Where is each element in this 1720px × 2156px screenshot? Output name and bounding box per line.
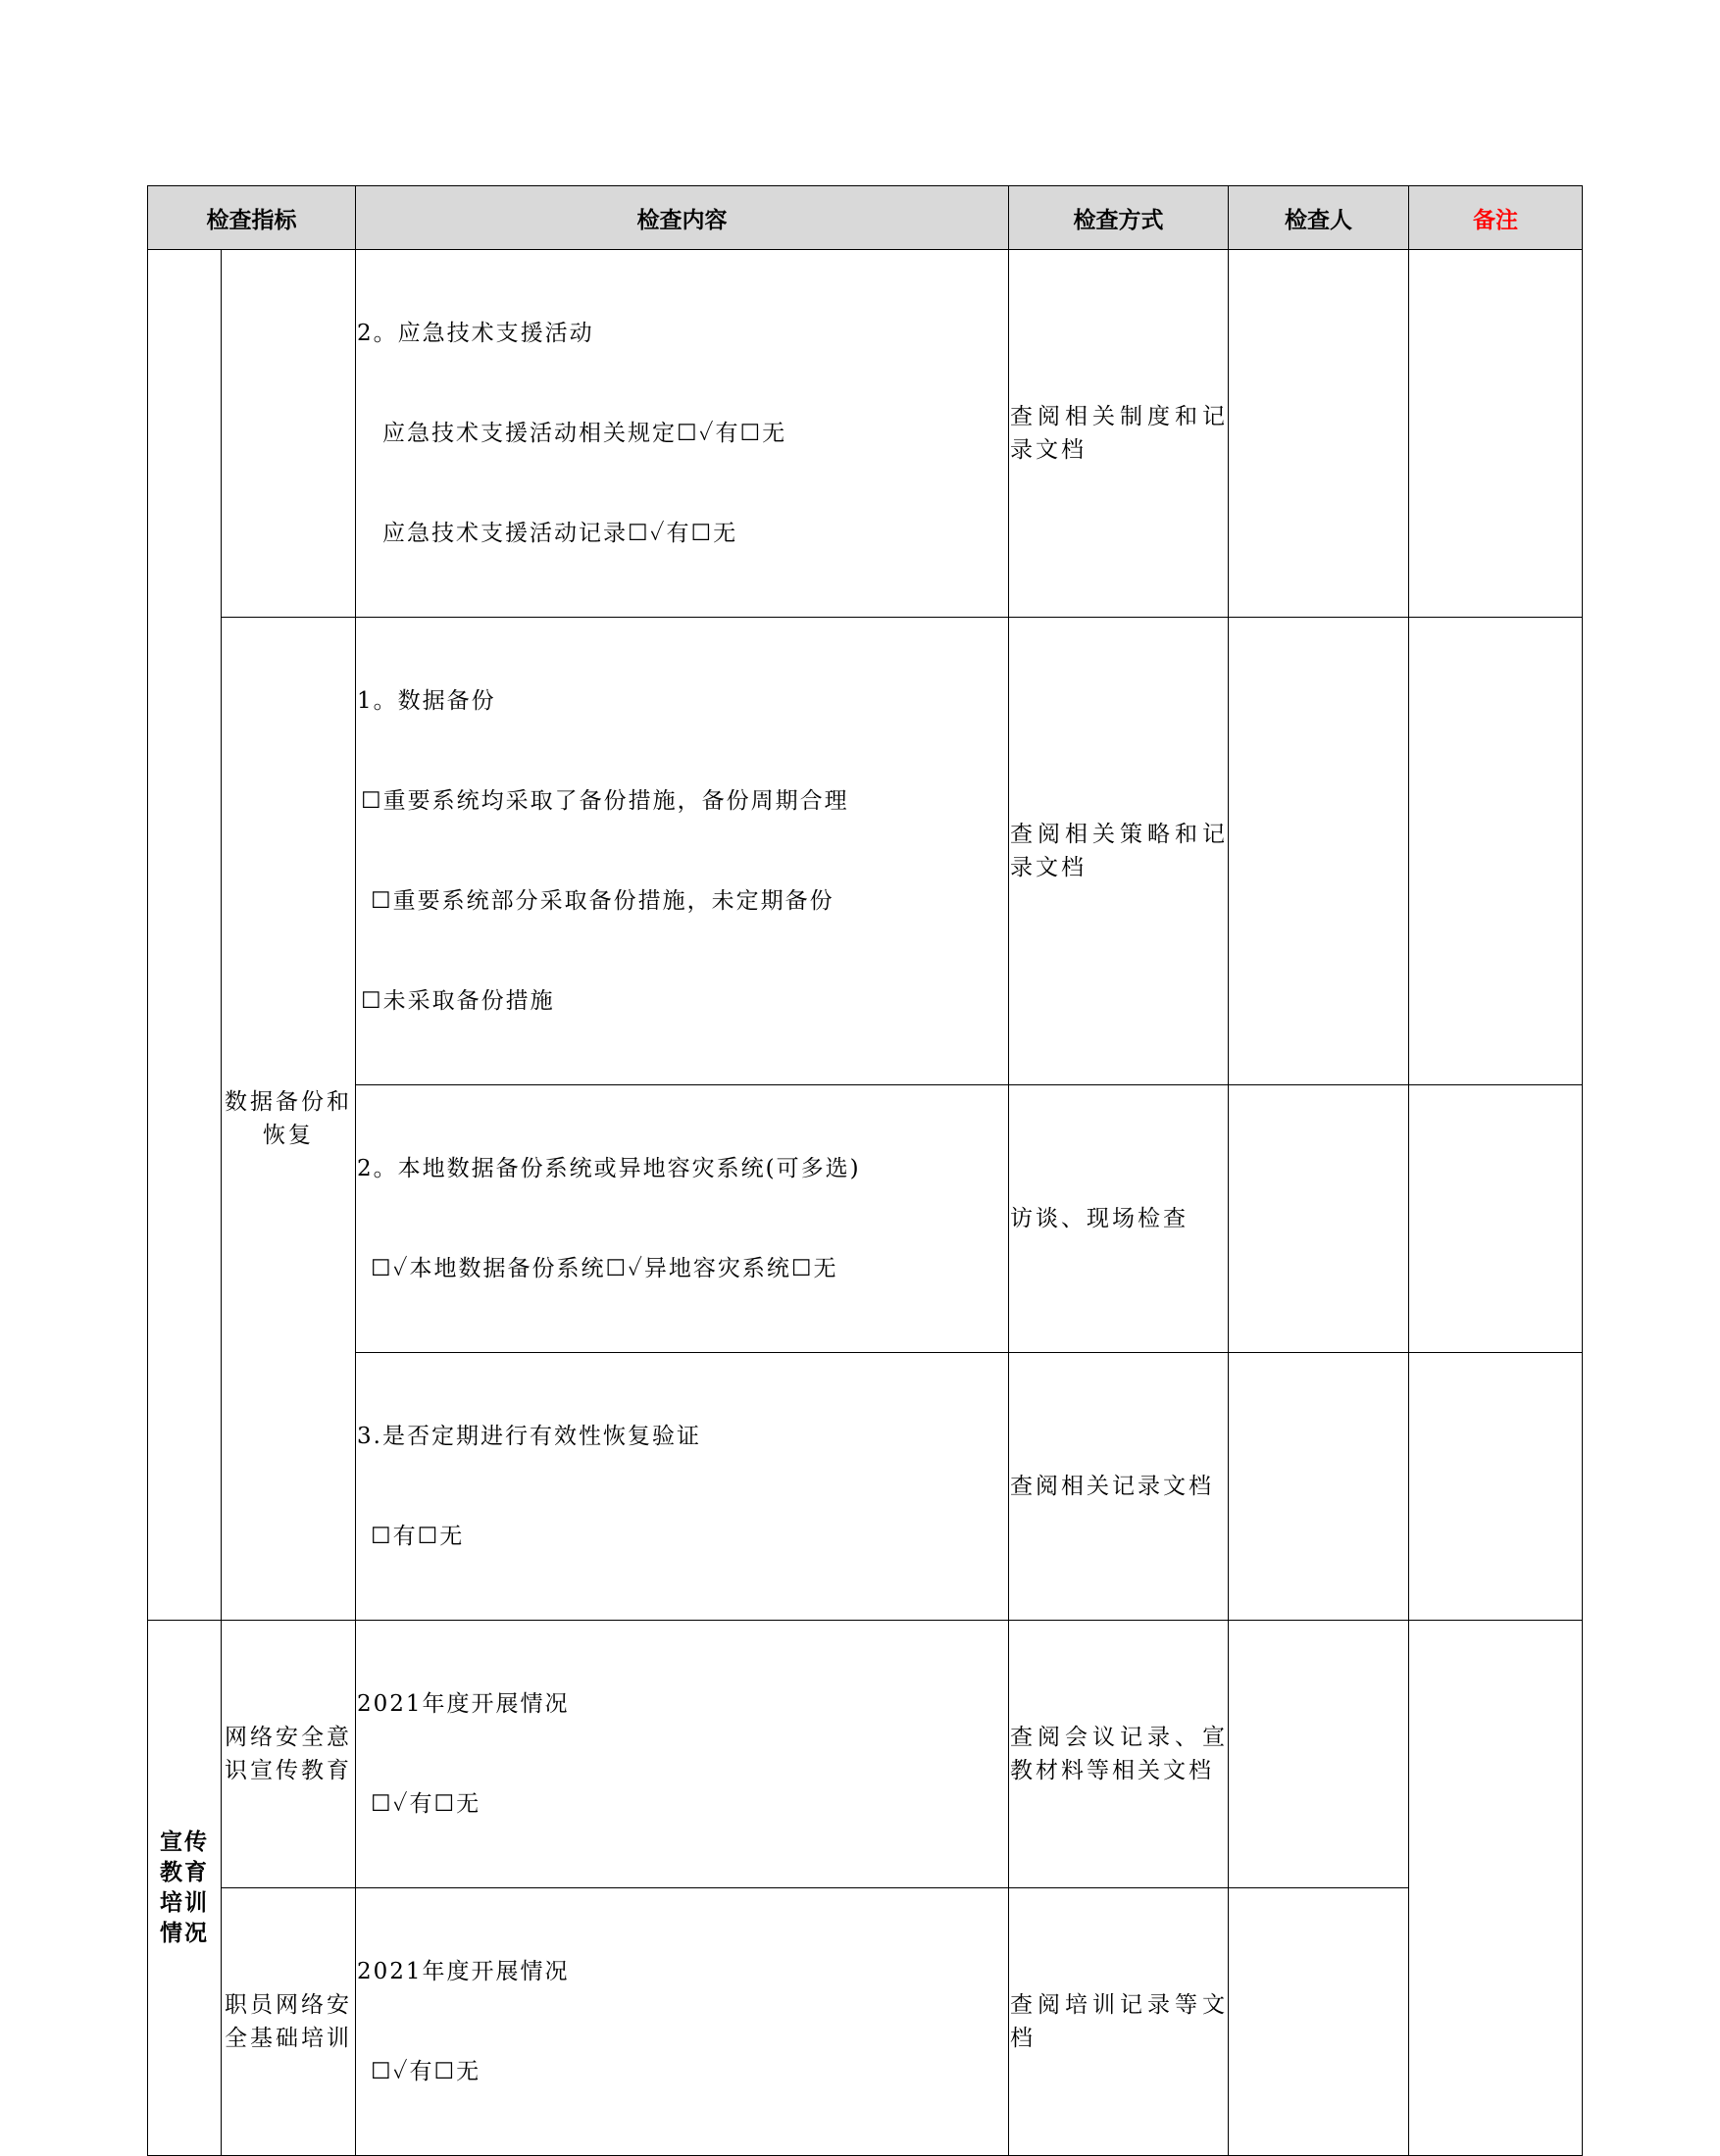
content-line: ☐✓有☐无: [371, 1791, 481, 1817]
content-cell: [356, 250, 1009, 618]
content-line: 2。本地数据备份系统或异地容灾系统(可多选): [357, 1156, 861, 1181]
header-inspector: 检查人: [1229, 186, 1409, 250]
subcategory-cell: [222, 618, 356, 1621]
inspector-cell: [1229, 1353, 1409, 1621]
content-line: 3.是否定期进行有效性恢复验证: [357, 1424, 701, 1449]
method-cell: [1009, 618, 1229, 1085]
method-text: 查阅相关制度和记录文档: [1010, 404, 1228, 463]
header-content: 检查内容: [356, 186, 1009, 250]
subcategory-cell-empty: [222, 250, 356, 618]
table-row: [148, 1353, 1583, 1621]
content-line: 2021年度开展情况: [357, 1959, 570, 1984]
method-cell: [1009, 1353, 1229, 1621]
header-indicator: 检查指标: [148, 186, 356, 250]
category-cell-empty: [148, 250, 222, 1621]
category-text: 宣传教育培训情况: [160, 1829, 209, 1946]
table-row: [148, 1888, 1583, 2156]
inspector-cell: [1229, 1888, 1409, 2156]
method-text: 查阅会议记录、宣教材料等相关文档: [1010, 1725, 1228, 1783]
subcategory-cell: [222, 1888, 356, 2156]
inspector-cell: [1229, 618, 1409, 1085]
method-cell: [1009, 1621, 1229, 1888]
table-row: [148, 250, 1583, 618]
content-cell: [356, 618, 1009, 1085]
content-line: ☐重要系统部分采取备份措施，未定期备份: [371, 888, 835, 914]
method-cell: [1009, 250, 1229, 618]
remark-cell: [1409, 618, 1583, 1085]
table-row: [148, 618, 1583, 1085]
table-row: [148, 1085, 1583, 1353]
method-cell: [1009, 1888, 1229, 2156]
content-line: 2。应急技术支援活动: [357, 321, 594, 346]
method-cell: [1009, 1085, 1229, 1353]
subcategory-text: 网络安全意识宣传教育: [225, 1725, 352, 1783]
method-text: 访谈、现场检查: [1010, 1206, 1189, 1231]
inspector-cell: [1229, 1621, 1409, 1888]
content-line: 应急技术支援活动记录☐✓有☐无: [382, 521, 738, 546]
content-line: ☐✓有☐无: [371, 2059, 481, 2084]
subcategory-text: 职员网络安全基础培训: [225, 1992, 352, 2051]
table-row: [148, 1621, 1583, 1888]
remark-cell: [1409, 250, 1583, 618]
content-cell: [356, 1621, 1009, 1888]
subcategory-text: 数据备份和恢复: [225, 1089, 352, 1148]
inspection-table: [147, 185, 1583, 2156]
method-text: 查阅相关记录文档: [1010, 1474, 1214, 1499]
remark-cell: [1409, 1621, 1583, 2156]
content-line: ☐未采取备份措施: [361, 988, 555, 1014]
remark-cell: [1409, 1353, 1583, 1621]
table-header-row: [148, 186, 1583, 250]
subcategory-cell: [222, 1621, 356, 1888]
content-line: 2021年度开展情况: [357, 1691, 570, 1717]
header-remark: 备注: [1409, 186, 1583, 250]
content-cell: [356, 1085, 1009, 1353]
inspector-cell: [1229, 1085, 1409, 1353]
category-cell: [148, 1621, 222, 2156]
content-cell: [356, 1888, 1009, 2156]
content-line: ☐重要系统均采取了备份措施，备份周期合理: [361, 788, 849, 814]
method-text: 查阅培训记录等文档: [1010, 1992, 1228, 2051]
remark-cell: [1409, 1085, 1583, 1353]
content-line: 1。数据备份: [357, 688, 496, 714]
content-cell: [356, 1353, 1009, 1621]
inspector-cell: [1229, 250, 1409, 618]
method-text: 查阅相关策略和记录文档: [1010, 822, 1228, 880]
content-line: ☐有☐无: [371, 1524, 465, 1549]
content-line: ☐✓本地数据备份系统☐✓异地容灾系统☐无: [371, 1256, 838, 1281]
content-line: 应急技术支援活动相关规定☐✓有☐无: [382, 421, 787, 446]
header-method: 检查方式: [1009, 186, 1229, 250]
